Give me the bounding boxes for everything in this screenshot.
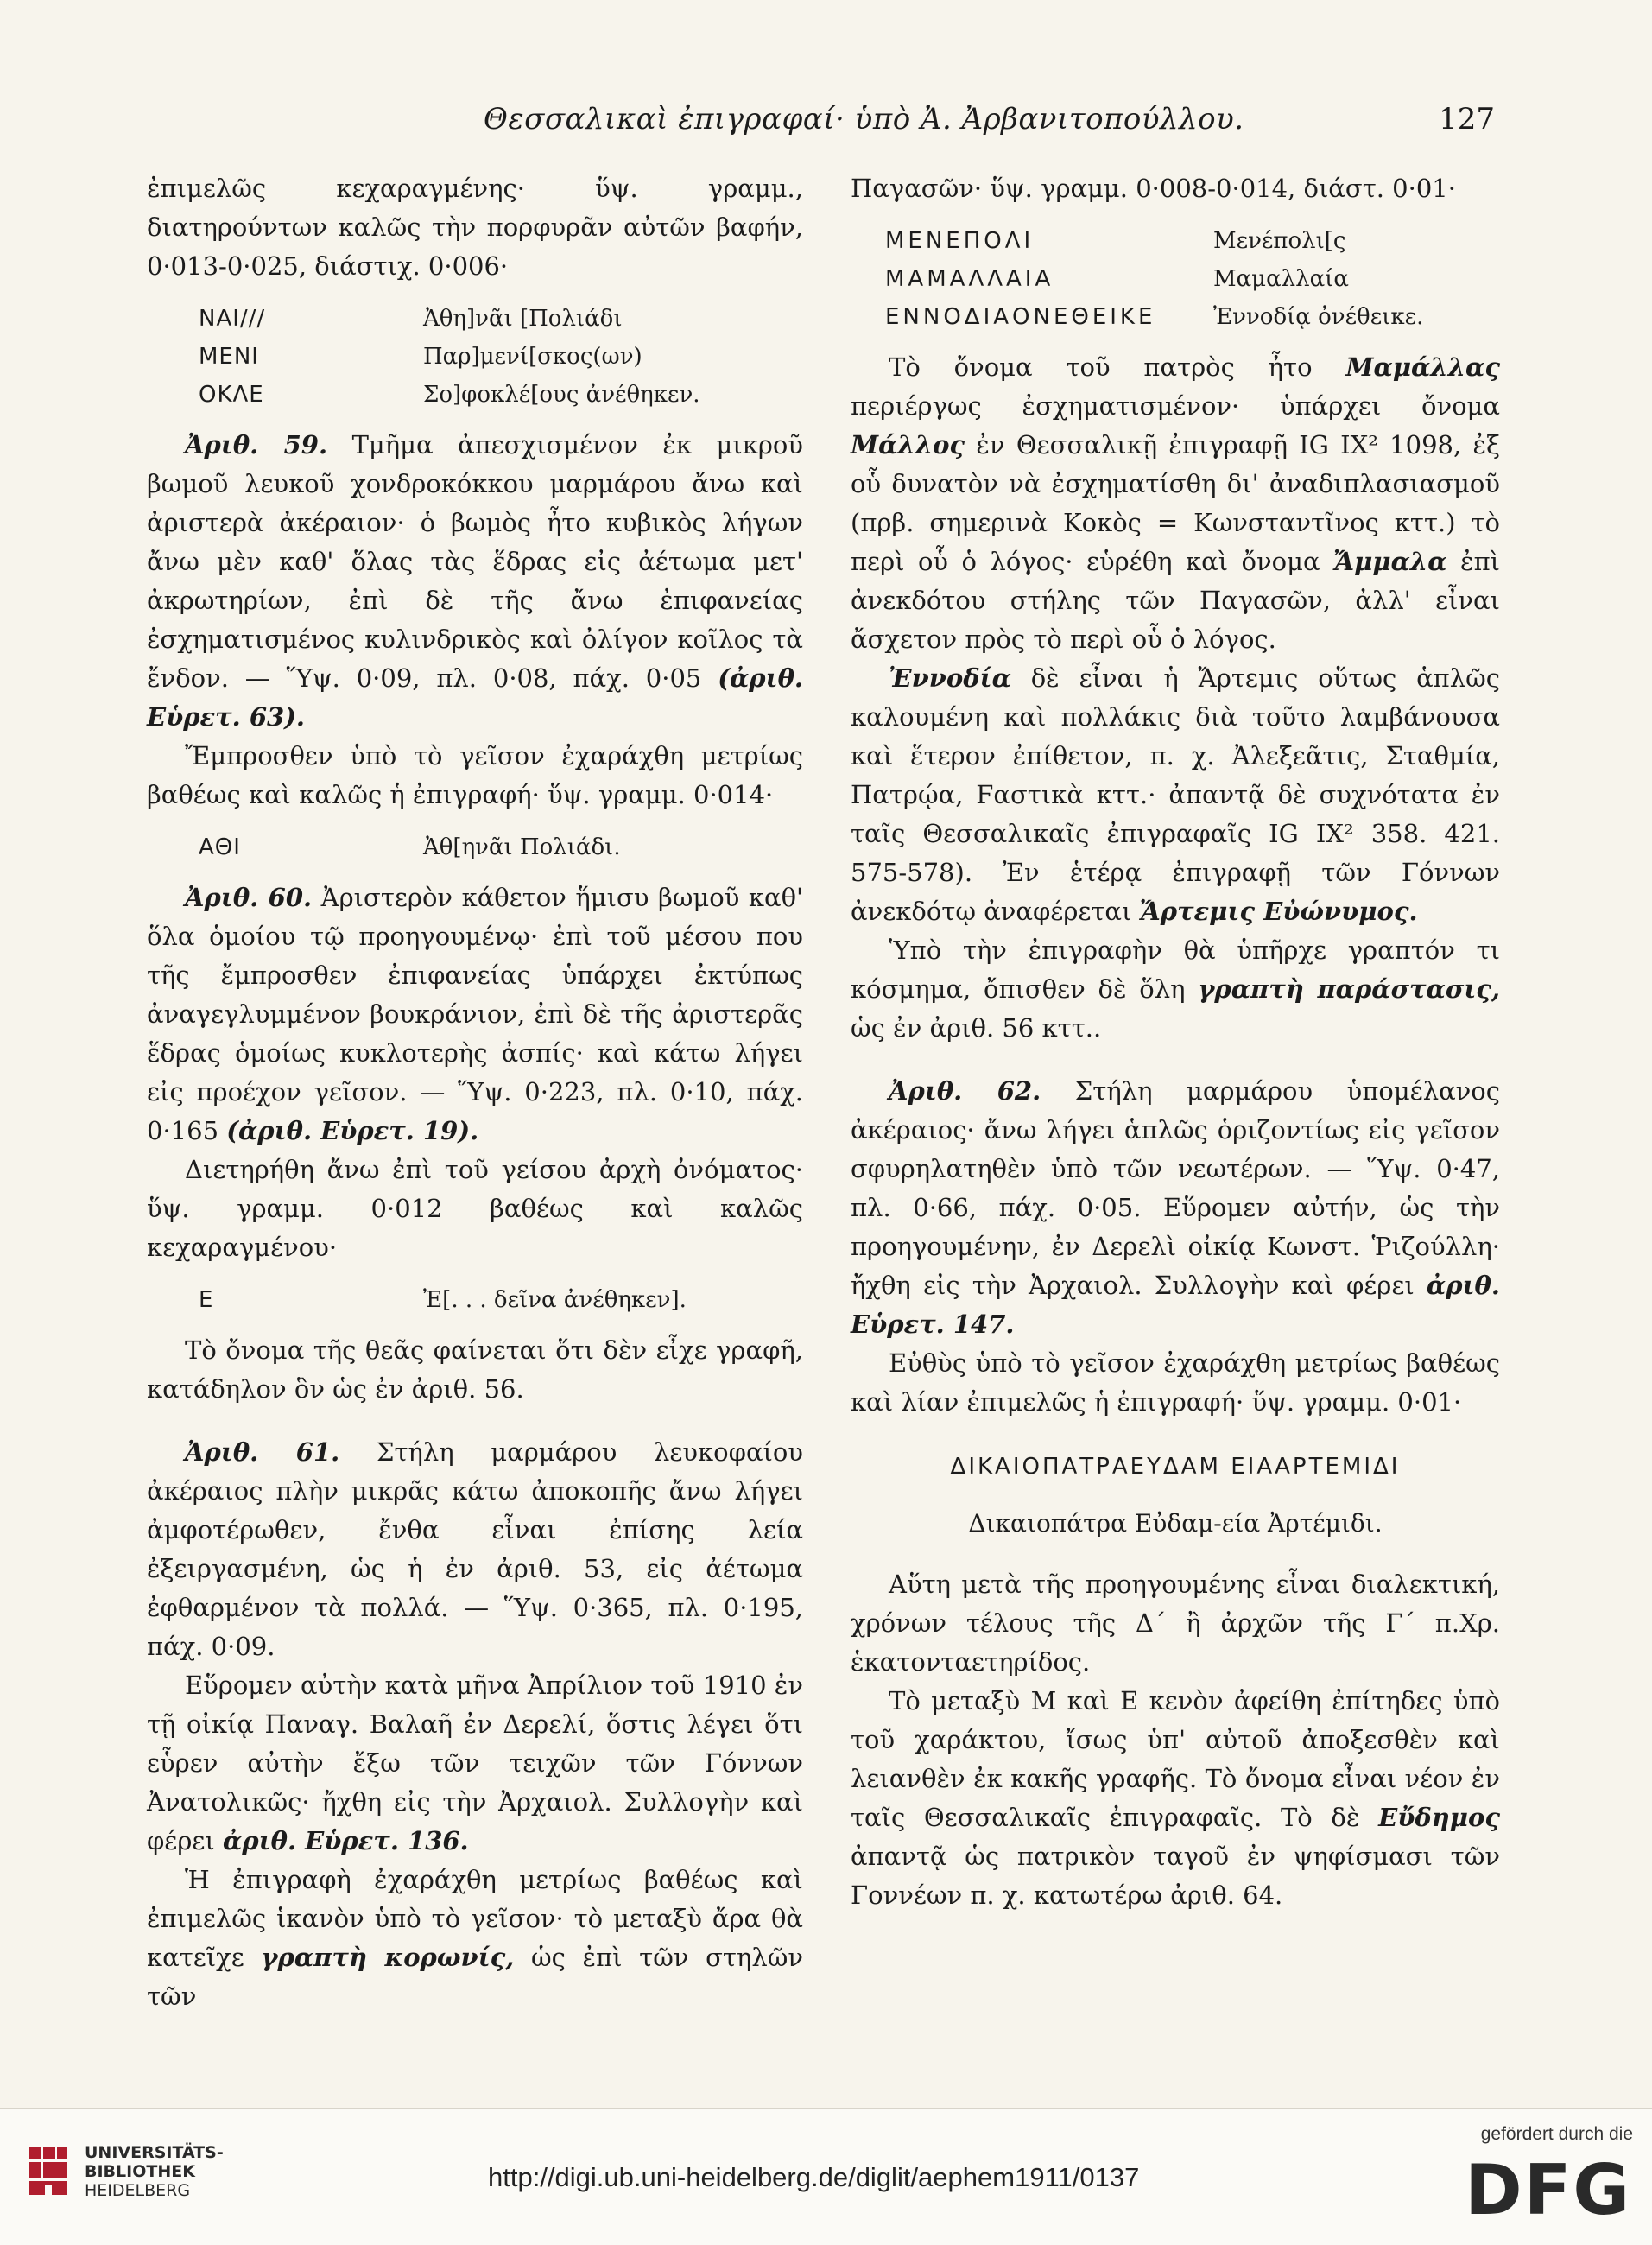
inscription-block xyxy=(851,222,1500,336)
entry-text: Στήλη μαρμάρου ὑπομέλανος ἀκέραιος· ἄνω λήγει ἁπλῶς ὁριζοντίως εἰς γεῖσον σφυρηλατηθὲν ὑπὸ τῶν νεωτέρων. — Ὕψ. 0·47, πλ. 0·66, πάχ. 0·05. Εὕρομεν αὐτήν, ὡς τὴν προηγουμένην, ἐν Δερελὶ οἰκίᾳ Κωνστ. Ῥιζούλλη· ἤχθη εἰς τὴν Ἀρχαιολ. Συλλογὴν καὶ φέρει xyxy=(851,1076,1500,1300)
paragraph-text: ἐν Θεσσαλικῇ ἐπιγραφῇ IG IX² 1098, ἐξ οὗ δυνατὸν νὰ ἐσχηματίσθη δι' ἀναδιπλασιασμοῦ (πρβ. σημερινὰ Κοκὸς = Κωνσταντῖνος κττ.) τὸ περὶ οὗ ὁ λόγος· εὑρέθη καὶ ὄνομα xyxy=(851,430,1501,576)
entry-60 xyxy=(147,878,803,1151)
paragraph: Διετηρήθη ἄνω ἐπὶ τοῦ γείσου ἀρχὴ ὀνόματος· ὕψ. γραμμ. 0·012 βαθέως καὶ καλῶς κεχαραγμένου· xyxy=(147,1155,803,1262)
inscription-original: ΔΙΚΑΙΟΠΑΤΡΑΕΥΔΑΜ ΕΙΑΑΡΤΕΜΙΔΙ xyxy=(950,1454,1401,1480)
inscription-block xyxy=(147,828,803,866)
paragraph xyxy=(851,348,1500,659)
entry-number: Ἀριθ. 61. xyxy=(185,1437,340,1467)
inscription-transcription: Δικαιοπάτρα Εὐδαμ-εία Ἀρτέμιδι. xyxy=(968,1509,1383,1538)
left-column xyxy=(147,169,803,2016)
inscription-line: ΜΕΝΙ xyxy=(199,344,259,370)
right-column xyxy=(851,169,1500,1915)
paragraph: Ἔμπροσθεν ὑπὸ τὸ γεῖσον ἐχαράχθη μετρίως βαθέως καὶ καλῶς ἡ ἐπιγραφή· ὕψ. γραμμ. 0·014· xyxy=(147,741,803,809)
inscription-line: ΜΑΜΑΛΛΑΙΑ xyxy=(885,266,1054,292)
library-name-line: HEIDELBERG xyxy=(85,2181,191,2200)
paragraph-text: Τὸ μεταξὺ Μ καὶ Ε κενὸν ἀφείθη ἐπίτηδες ὑπὸ τοῦ χαράκτου, ἴσως ὑπ' αὐτοῦ ἀποξεσθὲν καὶ λειανθὲν ἐκ κακῆς γραφῆς. Τὸ ὄνομα εἶναι νέον ἐν ταῖς Θεσσαλικαῖς ἐπιγραφαῖς. Τὸ δὲ xyxy=(851,1686,1500,1832)
emphasis: Μαμάλλας xyxy=(1345,352,1501,382)
inventory-ref: ἀριθ. Εὑρετ. 136. xyxy=(223,1826,469,1855)
transcription-line: Ἐννοδίᾳ ὀνέθεικε. xyxy=(1213,304,1424,330)
inventory-ref: (ἀριθ. Εὑρετ. 19). xyxy=(226,1116,479,1145)
entry-59 xyxy=(147,426,803,737)
paragraph-text: ἀπαντᾷ ὡς πατρικὸν ταγοῦ ἐν ψηφίσμασι τῶν Γοννέων π. χ. κατωτέρω ἀριθ. 64. xyxy=(851,1842,1500,1910)
paragraph-text: Ἡ ἐπιγραφὴ ἐχαράχθη μετρίως βαθέως καὶ ἐπιμελῶς ἱκανὸν ὑπὸ τὸ γεῖσον· τὸ μεταξὺ ἄρα θὰ κατεῖχε xyxy=(147,1865,803,1972)
paragraph-text: περιέργως ἐσχηματισμένον· ὑπάρχει ὄνομα xyxy=(851,391,1500,421)
inscription-transcription: Ἀθ[ηνᾶι Πολιάδι. xyxy=(423,834,621,860)
library-name-line: UNIVERSITÄTS- xyxy=(85,2143,224,2162)
entry-number: Ἀριθ. 60. xyxy=(185,883,313,912)
emphasis: Ἄμμαλα xyxy=(1333,547,1447,576)
transcription-line: Μενέπολι[ς xyxy=(1213,228,1346,254)
page-number: 127 xyxy=(1439,102,1495,136)
inscription-original xyxy=(851,222,1213,336)
transcription-line: Παρ]μενί[σκος(ων) xyxy=(423,344,642,370)
paragraph-text: ὡς ἐν ἀριθ. 56 κττ.. xyxy=(851,1013,1102,1043)
inscription-block xyxy=(147,1281,803,1319)
entry-number: Ἀριθ. 62. xyxy=(889,1076,1041,1106)
dfg-logo-icon[interactable] xyxy=(1460,2153,1633,2219)
paragraph: Αὕτη μετὰ τῆς προηγουμένης εἶναι διαλεκτική, χρόνων τέλους τῆς Δ΄ ἢ ἀρχῶν τῆς Γ΄ π.Χρ. ἑκατονταετηρίδος. xyxy=(851,1570,1500,1677)
emphasis: Μάλλος xyxy=(851,430,965,460)
entry-61 xyxy=(147,1433,803,1666)
funder-note: gefördert durch die xyxy=(1480,2124,1633,2144)
inventory-ref: ἀριθ. Εὑρετ. 147. xyxy=(851,1271,1500,1339)
paragraph xyxy=(851,1682,1500,1915)
library-logo-icon xyxy=(26,2143,71,2198)
entry-text: Στήλη μαρμάρου λευκοφαίου ἀκέραιος πλὴν μικρᾶς κάτω ἀποκοπῆς ἄνω λήγει ἀμφοτέρωθεν, ἔνθα εἶναι ἐπίσης λεία ἐξειργασμένη, ὡς ἡ ἐν ἀριθ. 53, εἰς ἀέτωμα ἐφθαρμένον τὰ πολλά. — Ὕψ. 0·365, πλ. 0·195, πάχ. 0·09. xyxy=(147,1437,803,1661)
dfg-logo-text: DFG xyxy=(1465,2153,1631,2219)
entry-text: Ἀριστερὸν κάθετον ἥμισυ βωμοῦ καθ' ὅλα ὁμοίου τῷ προηγουμένῳ· ἐπὶ τοῦ μέσου που τῆς ἔμπροσθεν ἐπιφανείας ὑπάρχει ἐκτύπως ἀναγεγλυμμένον βουκράνιον, ἐπὶ δὲ τῆς ἀριστερᾶς ἕδρας ὁμοίως κυκλοτερὴς ἀσπίς· καὶ κάτω λήγει εἰς προέχον γεῖσον. — Ὕψ. 0·223, πλ. 0·10, πάχ. 0·165 xyxy=(147,883,803,1145)
paragraph-text: ἐπὶ ἀνεκδότου στήλης τῶν Παγασῶν, ἀλλ' εἶναι ἄσχετον πρὸς τὸ περὶ οὗ ὁ λόγος. xyxy=(851,547,1501,654)
paragraph xyxy=(851,659,1500,931)
entry-62 xyxy=(851,1072,1500,1344)
emphasis: γραπτὴ παράστασις, xyxy=(1198,974,1500,1004)
permalink-url[interactable]: http://digi.ub.uni-heidelberg.de/diglit/aephem1911/0137 xyxy=(488,2162,1140,2192)
paragraph xyxy=(851,931,1500,1048)
library-name-line: BIBLIOTHEK xyxy=(85,2162,195,2181)
library-name xyxy=(85,2143,224,2200)
transcription-line: Σο]φοκλέ[ους ἀνέθηκεν. xyxy=(423,382,700,408)
inscription-transcription xyxy=(1213,222,1500,336)
inscription-original: ΑΘΙ xyxy=(199,834,241,860)
paragraph-text: Ὑπὸ τὴν ἐπιγραφὴν θὰ ὑπῆρχε γραπτόν τι κόσμημα, ὄπισθεν δὲ ὅλη xyxy=(851,935,1500,1004)
paragraph: Παγασῶν· ὕψ. γραμμ. 0·008-0·014, διάστ. 0·01· xyxy=(851,174,1456,203)
library-logo[interactable] xyxy=(26,2143,224,2200)
inscription-transcription: Ἐ[. . . δεῖνα ἀνέθηκεν]. xyxy=(423,1287,687,1313)
inscription-block xyxy=(147,300,803,414)
entry-number: Ἀριθ. 59. xyxy=(185,430,328,460)
inscription-line: ΕΝΝΟΔΙΑΟΝΕΘΕΙΚΕ xyxy=(885,304,1156,330)
paragraph-text: ὡς ἐπὶ τῶν στηλῶν τῶν xyxy=(147,1943,804,2011)
inscription-transcription xyxy=(423,300,803,414)
emphasis: γραπτὴ κορωνίς, xyxy=(261,1943,515,1972)
inventory-ref: (ἀριθ. Εὑρετ. 63). xyxy=(147,663,804,732)
paragraph: Τὸ ὄνομα τῆς θεᾶς φαίνεται ὅτι δὲν εἶχε γραφῆ, κατάδηλον ὃν ὡς ἐν ἀριθ. 56. xyxy=(147,1335,803,1404)
funder-block xyxy=(1460,2124,1633,2219)
transcription-line: Ἀθη]νᾶι [Πολιάδι xyxy=(423,306,623,332)
transcription-line: Μαμαλλαία xyxy=(1213,266,1349,292)
inscription-line: ΟΚΛΕ xyxy=(199,382,264,408)
entry-text: Τμῆμα ἀπεσχισμένον ἐκ μικροῦ βωμοῦ λευκοῦ χονδροκόκκου μαρμάρου ἄνω καὶ ἀριστερὰ ἀκέραιον· ὁ βωμὸς ἦτο κυβικὸς λήγων ἄνω μὲν καθ' ὅλας τὰς ἕδρας εἰς ἀέτωμα μετ' ἀκρωτηρίων, ἐπὶ δὲ τῆς ἄνω ἐπιφανείας ἐσχηματισμένος κυλινδρικὸς καὶ ὀλίγον κοῖλος τὰ ἔνδον. — Ὕψ. 0·09, πλ. 0·08, πάχ. 0·05 xyxy=(147,430,804,693)
inscription-line: ΜΕΝΕΠΟΛΙ xyxy=(885,228,1035,254)
paragraph-text: Εὕρομεν αὐτὴν κατὰ μῆνα Ἀπρίλιον τοῦ 1910 ἐν τῇ οἰκίᾳ Παναγ. Βαλαῆ ἐν Δερελί, ὅστις λέγει ὅτι εὗρεν αὐτὴν ἔξω τῶν τειχῶν τῶν Γόννων Ἀνατολικῶς· ἤχθη εἰς τὴν Ἀρχαιολ. Συλλογὴν καὶ φέρει xyxy=(147,1671,803,1855)
inscription-line: ΝΑΙ/// xyxy=(199,306,266,332)
paragraph: Εὐθὺς ὑπὸ τὸ γεῖσον ἐχαράχθη μετρίως βαθέως καὶ λίαν ἐπιμελῶς ἡ ἐπιγραφή· ὕψ. γραμμ. 0·01· xyxy=(851,1348,1500,1417)
paragraph: ἐπιμελῶς κεχαραγμένης· ὕψ. γραμμ., διατηρούντων καλῶς τὴν πορφυρᾶν αὐτῶν βαφήν, 0·013-0·025, διάστιχ. 0·006· xyxy=(147,174,803,281)
paragraph-text: δὲ εἶναι ἡ Ἄρτεμις οὕτως ἁπλῶς καλουμένη καὶ πολλάκις διὰ τοῦτο λαμβάνουσα καὶ ἕτερον ἐπίθετον, π. χ. Ἀλεξεᾶτις, Σταθμία, Πατρῴα, Ϝαστικὰ κττ.· ἀπαντᾷ δὲ συχνότατα ἐν ταῖς Θεσσαλικαῖς ἐπιγραφαῖς IG IX² 358. 421. 575-578). Ἐν ἑτέρᾳ ἐπιγραφῇ τῶν Γόννων ἀνεκδότῳ ἀναφέρεται xyxy=(851,663,1500,926)
inscription-original: Ε xyxy=(199,1287,214,1313)
emphasis: Εὔδημος xyxy=(1378,1803,1500,1832)
inscription-original xyxy=(147,300,423,414)
running-title: Θεσσαλικαὶ ἐπιγραφαί· ὑπὸ Ἀ. Ἀρβανιτοπούλλου. xyxy=(484,102,1244,136)
page-header xyxy=(0,102,1652,154)
emphasis: Ἐννοδία xyxy=(889,663,1011,693)
paragraph xyxy=(147,1861,803,2016)
paragraph-text: Τὸ ὄνομα τοῦ πατρὸς ἦτο xyxy=(889,352,1313,382)
paragraph xyxy=(147,1666,803,1861)
page-footer xyxy=(0,2108,1652,2245)
emphasis: Ἄρτεμις Εὐώνυμος. xyxy=(1139,897,1418,926)
